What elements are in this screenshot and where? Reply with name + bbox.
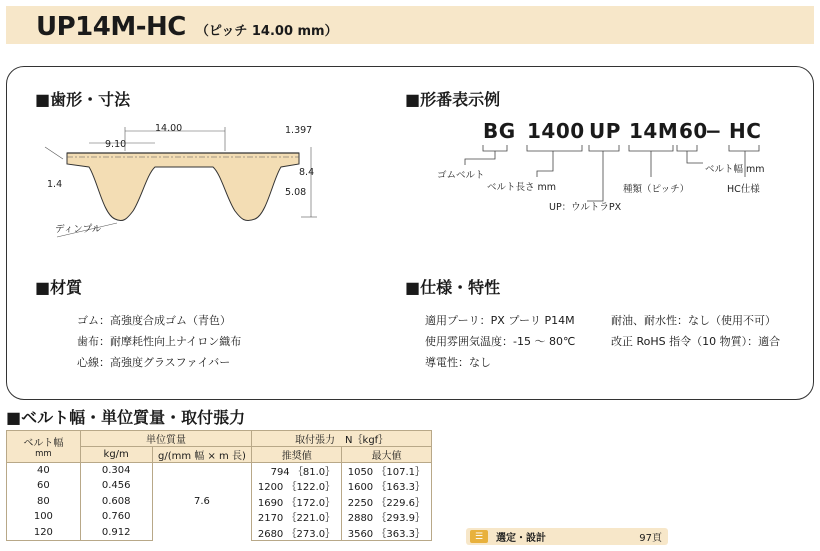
code-dash: − — [705, 119, 723, 143]
material-cord: 心線：高強度グラスファイバー — [77, 356, 231, 369]
section-spec: ■仕様・特性 — [405, 278, 501, 297]
material-tooth-fabric: 歯布：耐摩耗性向上ナイロン織布 — [77, 335, 242, 348]
table-row: 60 0.456 1200 ｛122.0｝ 1600 ｛163.3｝ — [7, 478, 432, 494]
code-part-hc: HC — [729, 119, 762, 143]
dim-height-label: 8.4 — [299, 167, 315, 178]
belt-spec-table — [6, 430, 432, 541]
dimple-label: ディンプル — [55, 224, 102, 235]
table-row: 120 0.912 2680 ｛273.0｝ 3560 ｛363.3｝ — [7, 525, 432, 541]
spec-panel — [6, 66, 814, 400]
code-part-width: 60 — [679, 119, 708, 143]
material-rubber: ゴム：高強度合成ゴム（青色） — [77, 314, 231, 327]
spec-rohs: 改正 RoHS 指令（10 物質）：適合 — [611, 335, 781, 348]
page-title: UP14M-HC — [36, 12, 186, 42]
code-label-length: ベルト長さ mm — [487, 182, 557, 193]
col-mass: 単位質量 — [80, 431, 252, 447]
page-reference-link[interactable] — [466, 528, 668, 545]
code-part-up: UP — [589, 119, 621, 143]
col-mass-g: g/(mm 幅 × m 長) — [152, 447, 252, 463]
col-width: ベルト幅 mm — [7, 431, 81, 463]
dim-depth-label: 5.08 — [285, 187, 307, 198]
page-reference-number: 97頁 — [639, 533, 662, 544]
col-recommended: 推奨値 — [252, 447, 342, 463]
pitch-subtitle: （ピッチ 14.00 mm） — [195, 24, 338, 39]
page-header — [6, 6, 814, 44]
code-label-type: 種類（ピッチ） — [623, 184, 690, 195]
spec-pulley: 適用プーリ：PX プーリ P14M — [425, 314, 575, 327]
spec-temperature: 使用雰囲気温度：-15 ～ 80℃ — [425, 335, 576, 348]
book-icon: ☰ — [470, 530, 488, 543]
section-material: ■材質 — [35, 278, 83, 297]
table-title: ■ベルト幅・単位質量・取付張力 — [6, 408, 246, 427]
code-part-type: 14M — [629, 119, 679, 143]
code-part-bg: BG — [483, 119, 516, 143]
col-tension: 取付張力 N｛kgf｝ — [252, 431, 432, 447]
table-row: 100 0.760 2170 ｛221.0｝ 2880 ｛293.9｝ — [7, 509, 432, 525]
code-part-length: 1400 — [527, 119, 585, 143]
dim-top-label: 1.397 — [285, 125, 313, 136]
table-row: 40 0.304 7.6 794 ｛81.0｝ 1050 ｛107.1｝ — [7, 463, 432, 479]
spec-oil-water: 耐油、耐水性：なし（使用不可） — [611, 314, 776, 327]
table-row: 80 0.608 1690 ｛172.0｝ 2250 ｛229.6｝ — [7, 494, 432, 510]
col-mass-kgm: kg/m — [80, 447, 152, 463]
col-max: 最大値 — [342, 447, 432, 463]
section-tooth-profile: ■歯形・寸法 — [35, 90, 131, 109]
code-label-rubber: ゴムベルト — [437, 170, 485, 181]
spec-conductivity: 導電性：なし — [425, 356, 491, 369]
dim-half-label: 9.10 — [105, 139, 127, 150]
code-label-width: ベルト幅 mm — [705, 164, 765, 175]
code-label-up: UP：ウルトラPX — [549, 202, 622, 213]
page-reference-label: 選定・設計 — [496, 533, 546, 544]
dim-left-label: 1.4 — [47, 179, 63, 190]
dim-pitch-label: 14.00 — [155, 123, 183, 134]
g-value-cell: 7.6 — [152, 463, 252, 541]
code-label-hc: HC仕様 — [727, 184, 760, 195]
section-code-example: ■形番表示例 — [405, 90, 501, 109]
